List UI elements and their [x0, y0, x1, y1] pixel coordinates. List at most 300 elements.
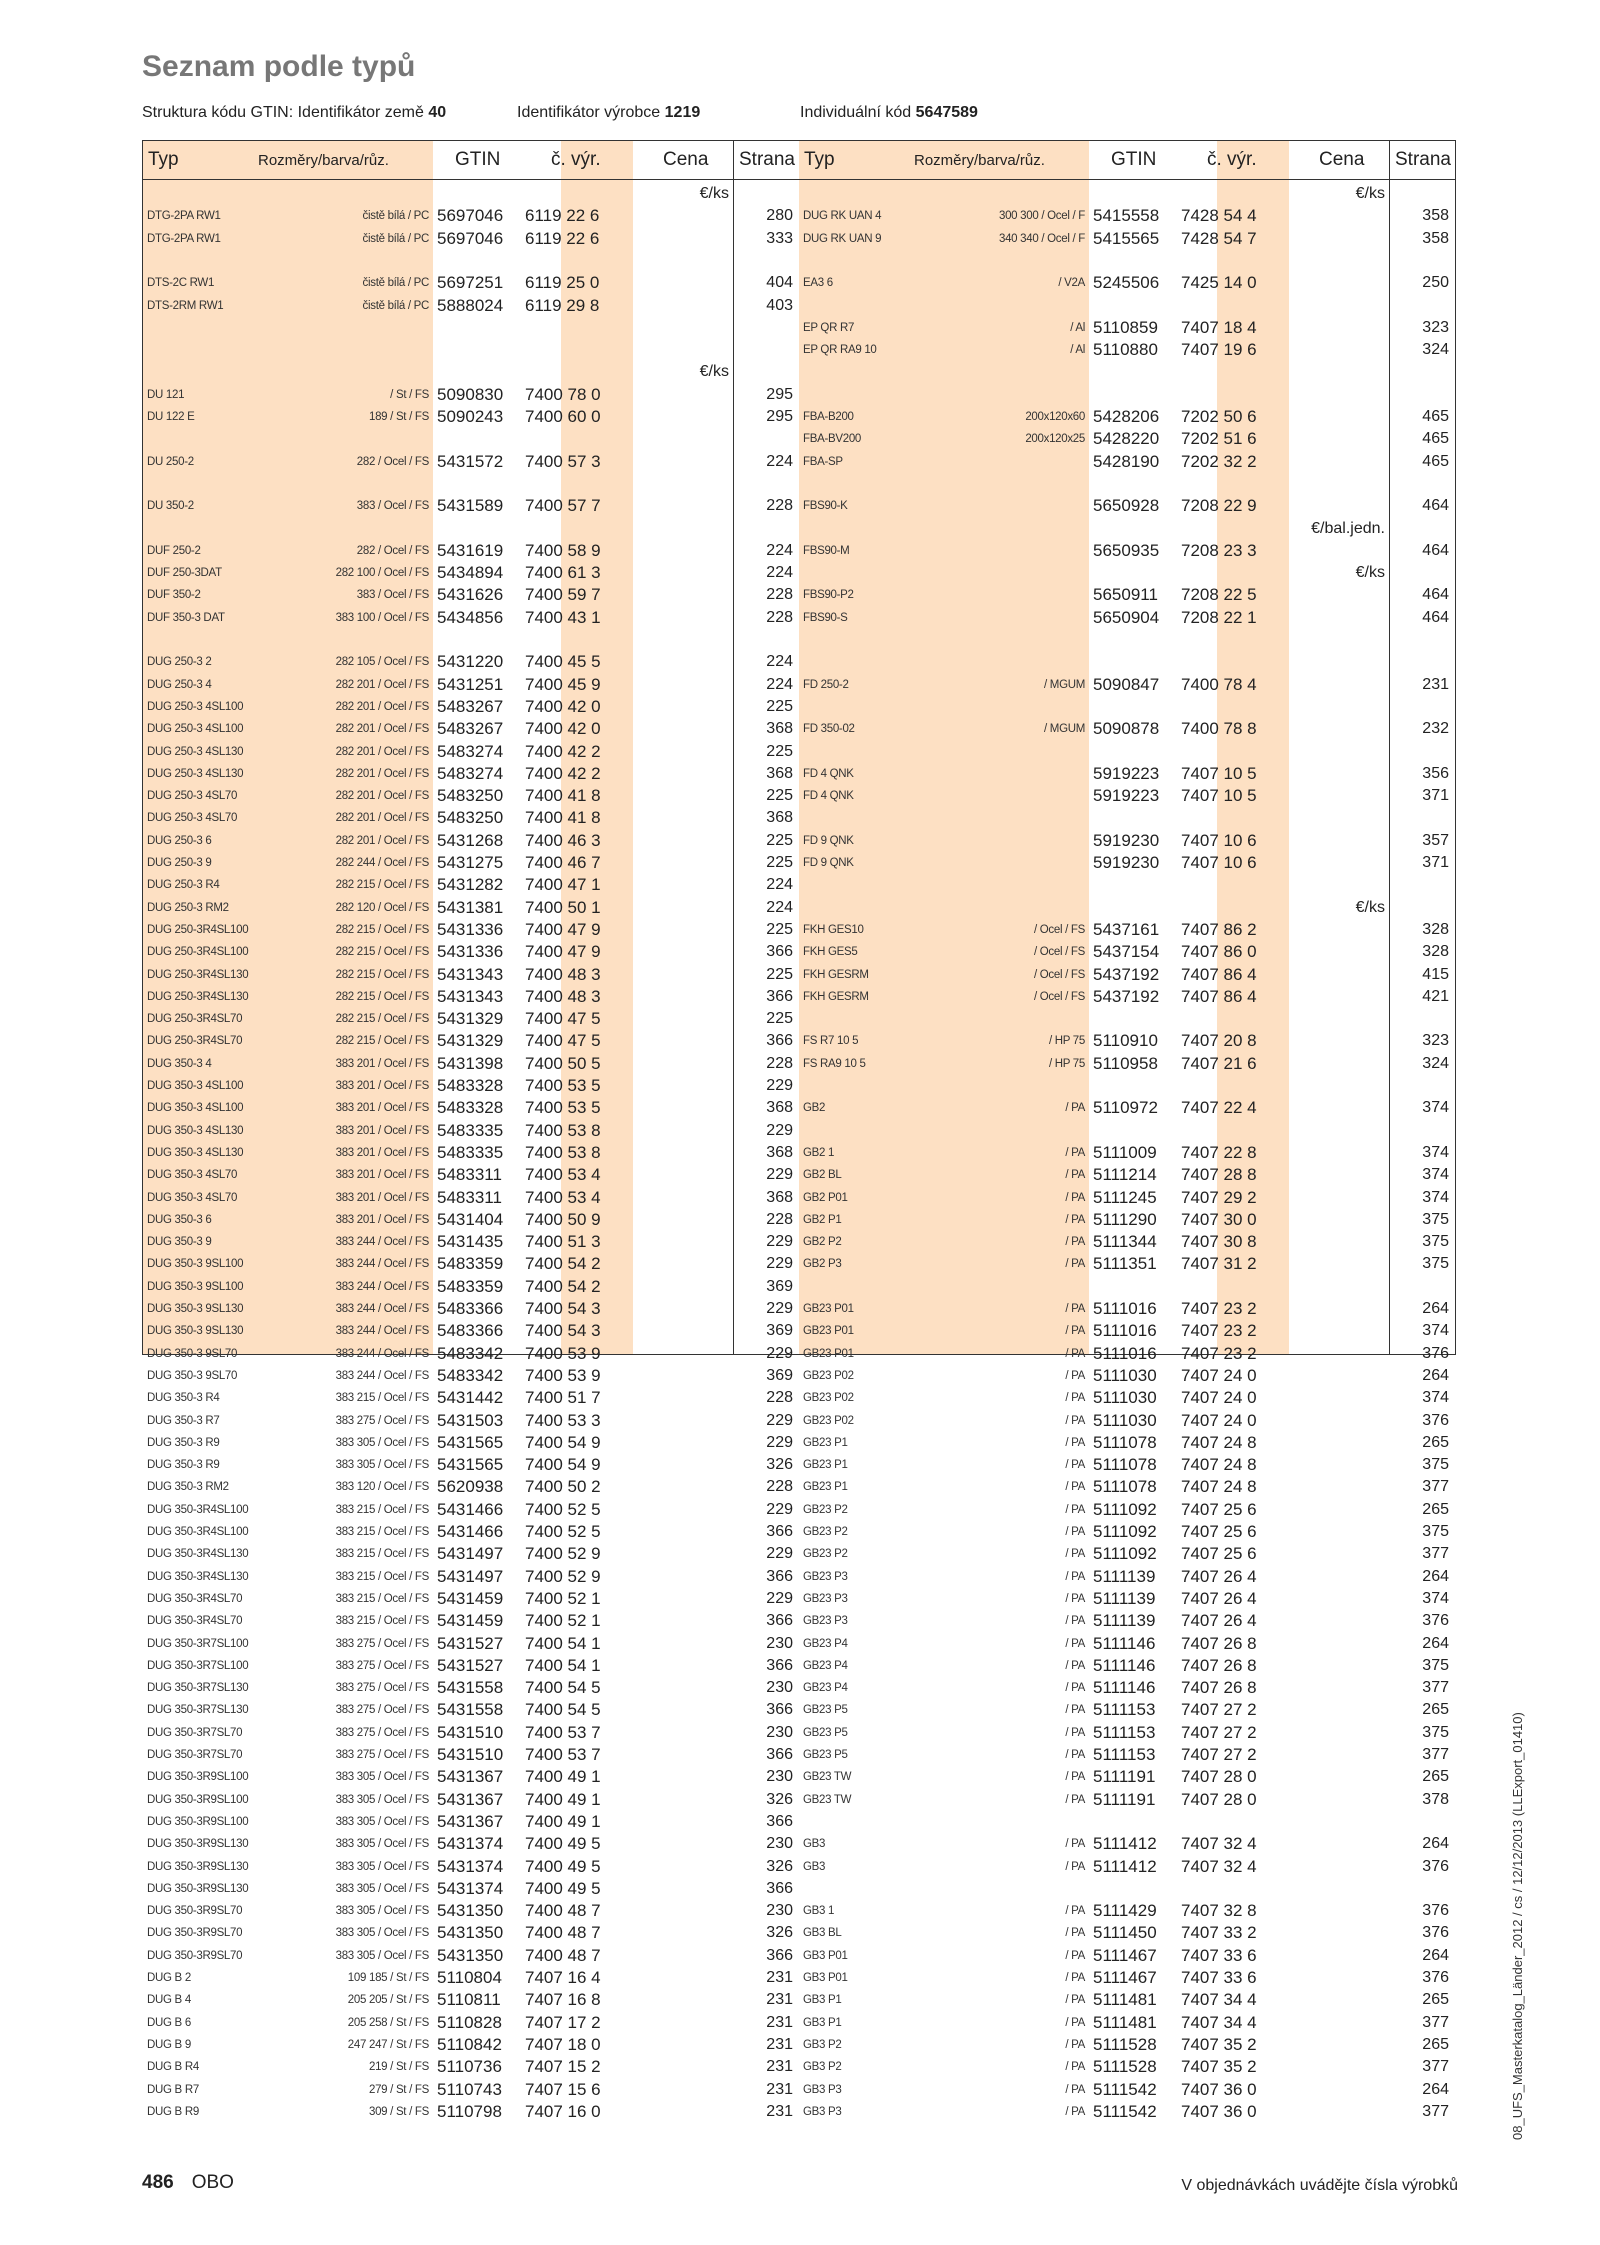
dims-cell: 383 201 / Ocel / FS — [335, 1124, 429, 1137]
page-cell: 264 — [1422, 1946, 1449, 1964]
dims-cell: / PA — [1065, 1191, 1085, 1204]
dims-cell: 383 275 / Ocel / FS — [335, 1637, 429, 1650]
gtin-cell: 5483359 — [437, 1254, 504, 1274]
type-cell: FKH GESRM — [803, 968, 869, 981]
page-cell: 229 — [766, 1166, 793, 1184]
table-row — [143, 1922, 799, 1944]
dims-cell: 383 244 / Ocel / FS — [335, 1258, 429, 1271]
page-cell: 366 — [766, 1812, 793, 1830]
gtin-cell: 5431459 — [437, 1588, 504, 1608]
article-cell: 7400 47 5 — [525, 1031, 601, 1051]
table-row — [143, 1298, 799, 1320]
table-row — [143, 763, 799, 785]
table-row — [143, 1142, 799, 1164]
article-cell: 7407 36 0 — [1181, 2101, 1257, 2121]
type-cell: DUG 350-3R9SL100 — [147, 1771, 249, 1784]
gtin-cell: 5431442 — [437, 1388, 504, 1408]
dims-cell: / PA — [1065, 2038, 1085, 2051]
table-row — [799, 1878, 1455, 1900]
article-cell: 7400 54 3 — [525, 1321, 601, 1341]
dims-cell: / PA — [1065, 1236, 1085, 1249]
type-cell: FD 350-02 — [803, 723, 855, 736]
dims-cell: 383 275 / Ocel / FS — [335, 1726, 429, 1739]
page-cell: 464 — [1422, 608, 1449, 626]
article-cell: 7400 49 5 — [525, 1856, 601, 1876]
dims-cell: / PA — [1065, 2061, 1085, 2074]
dims-cell: / PA — [1065, 2083, 1085, 2096]
page-cell: 374 — [1422, 1322, 1449, 1340]
gtin-cell: 5434894 — [437, 563, 504, 583]
type-cell: DUG 350-3R7SL70 — [147, 1726, 243, 1739]
page-cell: 230 — [766, 1902, 793, 1920]
type-cell: DUG B R7 — [147, 2083, 199, 2096]
table-row — [799, 1075, 1455, 1097]
type-cell: DUG RK UAN 9 — [803, 232, 882, 245]
gtin-cell: 5431589 — [437, 496, 504, 516]
type-cell: DUG 350-3R4SL70 — [147, 1615, 243, 1628]
dims-cell: / PA — [1065, 1793, 1085, 1806]
gtin-cell: 5415558 — [1093, 206, 1160, 226]
page-cell: 264 — [1422, 1835, 1449, 1853]
dims-cell: čistě bílá / PC — [362, 299, 429, 312]
type-cell: DUG 250-3 4SL100 — [147, 700, 244, 713]
type-cell: GB2 P1 — [803, 1213, 842, 1226]
header-page: Strana — [739, 149, 795, 170]
page-cell: 232 — [1422, 720, 1449, 738]
type-cell: DUG 350-3R9SL100 — [147, 1815, 249, 1828]
table-row — [143, 629, 799, 651]
table-row — [143, 1120, 799, 1142]
page-cell: 229 — [766, 1077, 793, 1094]
gtin-cell: 5111450 — [1093, 1923, 1157, 1943]
price-cell: €/ks — [1355, 898, 1385, 916]
article-cell: 7400 50 5 — [525, 1053, 601, 1073]
page-cell: 228 — [766, 1210, 793, 1228]
gtin-cell: 5434856 — [437, 607, 504, 627]
gtin-cell: 5431404 — [437, 1209, 504, 1229]
table-row — [143, 1833, 799, 1855]
gtin-cell: 5431565 — [437, 1432, 504, 1452]
table-row — [799, 339, 1455, 361]
article-cell: 6119 22 6 — [525, 228, 600, 248]
type-cell: DUG 350-3R7SL70 — [147, 1749, 243, 1761]
dims-cell: 282 201 / Ocel / FS — [335, 834, 429, 847]
type-cell: FS RA9 10 5 — [803, 1057, 866, 1070]
page-cell: 374 — [1422, 1166, 1449, 1184]
table-row — [799, 1566, 1455, 1588]
page-cell: 376 — [1422, 1902, 1449, 1920]
gtin-cell: 5483311 — [437, 1165, 502, 1185]
gtin-cell: 5110859 — [1093, 317, 1158, 337]
page-cell: 465 — [1422, 408, 1449, 425]
article-cell: 7400 54 3 — [525, 1299, 601, 1318]
table-row — [143, 941, 799, 963]
page-cell: 368 — [766, 1188, 793, 1206]
dims-cell: 282 215 / Ocel / FS — [335, 923, 429, 936]
page-footer-left — [142, 2172, 234, 2194]
gtin-cell: 5111290 — [1093, 1209, 1157, 1229]
dims-cell: 279 / St / FS — [368, 2083, 429, 2096]
type-cell: FBA-B200 — [803, 411, 854, 423]
page-cell: 377 — [1422, 2102, 1449, 2120]
page-cell: 229 — [766, 1233, 793, 1251]
table-row — [799, 473, 1455, 495]
page-cell: 374 — [1422, 1389, 1449, 1407]
page-cell: 225 — [766, 920, 793, 938]
type-cell: DUG 350-3R4SL130 — [147, 1570, 249, 1583]
type-cell: DUG 250-3 6 — [147, 834, 212, 847]
table-row — [799, 1588, 1455, 1610]
table-row — [143, 272, 799, 294]
gtin-cell: 5431343 — [437, 986, 504, 1006]
table-row — [143, 1811, 799, 1833]
type-cell: DUG 250-3R4SL70 — [147, 1035, 243, 1048]
page-cell: 376 — [1422, 1411, 1449, 1429]
dims-cell: / PA — [1065, 1659, 1085, 1672]
gtin-cell: 5431565 — [437, 1455, 504, 1475]
gtin-cell: 5111191 — [1093, 1767, 1156, 1787]
table-row — [143, 339, 799, 361]
table-row — [799, 1633, 1455, 1655]
page-cell: 228 — [766, 586, 793, 604]
table-row — [799, 1320, 1455, 1342]
article-cell: 7407 10 5 — [1181, 786, 1257, 806]
gtin-cell: 5650928 — [1093, 496, 1160, 516]
page-cell: 377 — [1422, 2013, 1449, 2031]
dims-cell: / PA — [1065, 1526, 1085, 1538]
gtin-cell: 5483366 — [437, 1321, 504, 1341]
gtin-cell: 5111481 — [1093, 1990, 1157, 2010]
article-cell: 7400 61 3 — [525, 563, 601, 583]
table-row — [143, 228, 799, 250]
table-row — [143, 1699, 799, 1721]
price-cell: €/ks — [699, 185, 729, 202]
gtin-cell: 5483274 — [437, 741, 504, 761]
gtin-cell: 5431329 — [437, 1009, 504, 1029]
article-cell: 7400 42 2 — [525, 763, 601, 783]
article-cell: 7208 22 5 — [1181, 585, 1257, 605]
dims-cell: 282 201 / Ocel / FS — [335, 812, 429, 825]
gtin-cell: 5431350 — [437, 1923, 504, 1943]
page-cell: 369 — [766, 1322, 793, 1340]
gtin-cell: 5110804 — [437, 1968, 502, 1987]
gtin-cell: 5111528 — [1093, 2034, 1157, 2054]
type-cell: GB23 P3 — [803, 1615, 848, 1628]
table-row — [143, 295, 799, 317]
table-row — [143, 674, 799, 696]
gtin-cell: 5111344 — [1093, 1232, 1157, 1252]
header-dims: Rozměry/barva/růz. — [258, 152, 389, 169]
article-cell: 7400 49 1 — [525, 1789, 601, 1809]
dims-cell: / PA — [1065, 1392, 1085, 1405]
page-cell: 328 — [1422, 920, 1449, 938]
type-cell: DUG 350-3 RM2 — [147, 1481, 229, 1494]
page-cell: 265 — [1422, 1500, 1449, 1518]
article-cell: 7407 26 4 — [1181, 1611, 1257, 1631]
page-cell: 366 — [766, 1523, 793, 1540]
article-cell: 7400 48 7 — [525, 1923, 601, 1943]
table-row — [143, 1097, 799, 1119]
article-cell: 7400 46 7 — [525, 853, 601, 872]
type-cell: DUG 350-3R4SL70 — [147, 1592, 243, 1605]
gtin-cell: 5483274 — [437, 763, 504, 783]
table-row — [799, 874, 1455, 896]
article-cell: 7407 24 0 — [1181, 1410, 1257, 1430]
gtin-cell: 5428220 — [1093, 429, 1160, 449]
table-row — [799, 1499, 1455, 1521]
dims-cell: 383 / Ocel / FS — [356, 500, 429, 513]
page-cell: 326 — [766, 1790, 793, 1808]
type-cell: DUG B 2 — [147, 1972, 191, 1984]
type-cell: GB3 P2 — [803, 2038, 842, 2051]
page-cell: 375 — [1422, 1723, 1449, 1741]
article-cell: 7400 49 1 — [525, 1767, 601, 1787]
dims-cell: / PA — [1065, 1860, 1085, 1873]
page-cell: 229 — [766, 1255, 793, 1273]
dims-cell: 282 201 / Ocel / FS — [335, 700, 429, 713]
page-cell: 376 — [1422, 1612, 1449, 1630]
table-row — [143, 785, 799, 807]
dims-cell: / PA — [1065, 1303, 1085, 1315]
type-cell: DUG 350-3R7SL130 — [147, 1704, 249, 1717]
gtin-cell: 5431374 — [437, 1856, 504, 1876]
page-cell: 230 — [766, 1679, 793, 1697]
dims-cell: 205 258 / St / FS — [347, 2016, 429, 2029]
gtin-cell: 5111030 — [1093, 1365, 1157, 1385]
type-cell: DUG 250-3 4SL100 — [147, 723, 244, 736]
table-row — [799, 1008, 1455, 1030]
page-cell: 465 — [1422, 430, 1449, 448]
type-cell: DUG B 9 — [147, 2038, 191, 2051]
article-cell: 7407 28 0 — [1181, 1789, 1257, 1809]
table-row — [143, 361, 799, 383]
dims-cell: 383 305 / Ocel / FS — [335, 1882, 429, 1895]
article-cell: 7407 86 4 — [1181, 986, 1257, 1006]
page-cell: 377 — [1422, 1545, 1449, 1563]
gtin-cell: 5110958 — [1093, 1053, 1158, 1073]
page-cell: 358 — [1422, 229, 1449, 247]
table-row — [799, 1053, 1455, 1075]
table-row — [799, 1833, 1455, 1855]
gtin-cell: 5431374 — [437, 1878, 504, 1898]
article-cell: 7407 86 2 — [1181, 919, 1257, 939]
type-cell: DUG 350-3 9SL100 — [147, 1280, 244, 1293]
type-cell: GB3 P3 — [803, 2083, 842, 2096]
table-header — [799, 141, 1455, 180]
type-cell: GB23 P4 — [803, 1659, 848, 1672]
article-cell: 7400 45 5 — [525, 652, 601, 672]
article-cell: 7407 22 4 — [1181, 1098, 1257, 1118]
type-cell: DUG 350-3R9SL130 — [147, 1882, 249, 1895]
gtin-cell: 5110910 — [1093, 1031, 1158, 1051]
dims-cell: / PA — [1065, 2016, 1085, 2029]
gtin-cell: 5111016 — [1093, 1321, 1157, 1341]
type-cell: FD 4 QNK — [803, 790, 854, 803]
table-row — [799, 1744, 1455, 1766]
article-cell: 7400 52 5 — [525, 1499, 601, 1519]
table-row — [143, 1789, 799, 1811]
table-row — [143, 2101, 799, 2123]
article-cell: 7407 86 0 — [1181, 942, 1257, 962]
type-cell: DU 250-2 — [147, 455, 194, 468]
gtin-cell: 5111092 — [1093, 1544, 1157, 1564]
table-row — [799, 629, 1455, 651]
article-cell: 7407 86 4 — [1181, 964, 1257, 984]
dims-cell: 383 244 / Ocel / FS — [335, 1303, 429, 1315]
article-cell: 7407 15 6 — [525, 2079, 601, 2099]
gtin-cell: 5431329 — [437, 1031, 504, 1051]
article-cell: 7400 45 9 — [525, 674, 601, 694]
table-row — [799, 540, 1455, 562]
page-cell: 250 — [1422, 274, 1449, 292]
article-cell: 7400 54 1 — [525, 1655, 601, 1675]
page-cell: 324 — [1422, 1054, 1449, 1072]
gtin-cell: 5919223 — [1093, 763, 1160, 783]
page-cell: 229 — [766, 1344, 793, 1362]
article-cell: 7400 49 1 — [525, 1811, 601, 1831]
type-cell: GB23 P2 — [803, 1503, 848, 1516]
table-row — [143, 2056, 799, 2078]
page-cell: 366 — [766, 1746, 793, 1763]
type-cell: DUG 350-3 9SL100 — [147, 1258, 244, 1271]
type-cell: DUG 250-3R4SL130 — [147, 968, 249, 981]
table-row — [799, 1476, 1455, 1498]
page-cell: 231 — [766, 2080, 793, 2098]
gtin-cell: 5111078 — [1093, 1455, 1157, 1475]
article-cell: 7400 50 1 — [525, 897, 601, 917]
gtin-cell: 5888024 — [437, 295, 504, 315]
type-cell: DUG 350-3 6 — [147, 1213, 212, 1226]
gtin-cell: 5919223 — [1093, 786, 1160, 806]
gtin-cell: 5483366 — [437, 1299, 504, 1318]
page-cell: 224 — [766, 452, 793, 470]
type-cell: DTS-2C RW1 — [147, 277, 215, 290]
type-cell: GB23 P1 — [803, 1481, 848, 1494]
article-cell: 7400 47 9 — [525, 942, 601, 962]
gtin-cell: 5111214 — [1093, 1165, 1157, 1185]
gtin-cell: 5431268 — [437, 830, 504, 850]
dims-cell: / PA — [1065, 1838, 1085, 1851]
dims-cell: 383 201 / Ocel / FS — [335, 1213, 429, 1226]
table-row — [143, 473, 799, 495]
table-row — [143, 1164, 799, 1186]
dims-cell: / PA — [1065, 1905, 1085, 1918]
page-cell: 366 — [766, 1567, 793, 1585]
gtin-cell: 5111139 — [1093, 1611, 1156, 1631]
dims-cell: 383 / Ocel / FS — [356, 589, 429, 602]
article-cell: 7400 49 5 — [525, 1834, 601, 1854]
gtin-cell: 5111092 — [1093, 1499, 1157, 1519]
page-cell: 366 — [766, 1612, 793, 1630]
dims-cell: / V2A — [1058, 277, 1085, 290]
type-cell: GB23 P01 — [803, 1325, 854, 1338]
gtin-cell: 5110811 — [437, 1990, 501, 2010]
table-row — [143, 1878, 799, 1900]
table-row — [143, 1722, 799, 1744]
article-cell: 7400 53 5 — [525, 1098, 601, 1118]
gtin-cell: 5483335 — [437, 1120, 504, 1140]
gtin-cell: 5110842 — [437, 2034, 502, 2054]
gtin-cell: 5437161 — [1093, 919, 1160, 939]
article-cell: 7407 16 0 — [525, 2101, 601, 2121]
article-cell: 7407 25 6 — [1181, 1499, 1257, 1519]
gtin-cell: 5110736 — [437, 2057, 502, 2077]
article-cell: 7400 51 7 — [525, 1388, 601, 1408]
table-row — [799, 406, 1455, 428]
dims-cell: / Ocel / FS — [1033, 968, 1085, 981]
article-cell: 6119 25 0 — [525, 273, 600, 293]
table-row — [143, 1008, 799, 1030]
type-cell: DUG 350-3R9SL130 — [147, 1860, 249, 1873]
dims-cell: 383 201 / Ocel / FS — [335, 1057, 429, 1070]
type-cell: DUG 250-3 4SL130 — [147, 745, 244, 758]
header-article: č. výr. — [1207, 149, 1257, 170]
page-cell: 375 — [1422, 1233, 1449, 1251]
gtin-cell: 5431558 — [437, 1678, 504, 1698]
dims-cell: / PA — [1065, 1615, 1085, 1628]
page-cell: 231 — [1422, 675, 1449, 693]
header-price: Cena — [663, 149, 709, 170]
gtin-cell: 5111153 — [1093, 1745, 1156, 1764]
table-row — [799, 495, 1455, 517]
type-cell: DTG-2PA RW1 — [147, 210, 221, 223]
table-row — [143, 584, 799, 606]
article-cell: 7407 30 8 — [1181, 1232, 1257, 1252]
article-cell: 7400 54 2 — [525, 1254, 601, 1274]
header-price: Cena — [1319, 149, 1365, 170]
article-cell: 7400 52 1 — [525, 1588, 601, 1608]
table-row — [143, 1410, 799, 1432]
gtin-cell: 5483342 — [437, 1343, 504, 1363]
type-cell: DUF 350-3 DAT — [147, 611, 225, 624]
gtin-cell: 5111412 — [1093, 1856, 1157, 1876]
table-row — [799, 1699, 1455, 1721]
gtin-cell: 5483267 — [437, 719, 504, 739]
page-cell: 358 — [1422, 207, 1449, 225]
table-row — [799, 272, 1455, 294]
gtin-cell: 5111351 — [1093, 1254, 1157, 1274]
dims-cell: 383 215 / Ocel / FS — [335, 1526, 429, 1538]
table-row — [143, 1343, 799, 1365]
article-cell: 7400 53 7 — [525, 1722, 601, 1742]
gtin-cell: 5431350 — [437, 1945, 504, 1965]
gtin-cell: 5415565 — [1093, 228, 1160, 248]
type-cell: GB23 P5 — [803, 1704, 848, 1717]
gtin-cell: 5483342 — [437, 1365, 504, 1385]
page-cell: 378 — [1422, 1790, 1449, 1808]
gtin-cell: 5431282 — [437, 875, 504, 895]
header-gtin: GTIN — [455, 149, 501, 170]
table-row — [799, 1677, 1455, 1699]
table-row — [143, 986, 799, 1008]
gtin-cell: 5431527 — [437, 1633, 504, 1653]
gtin-cell: 5437192 — [1093, 964, 1160, 984]
gtin-cell: 5431497 — [437, 1544, 504, 1564]
article-cell: 7208 22 9 — [1181, 496, 1257, 516]
page-cell: 464 — [1422, 586, 1449, 604]
gtin-cell: 5111009 — [1093, 1142, 1157, 1162]
table-row — [799, 1030, 1455, 1052]
gtin-cell: 5090830 — [437, 384, 504, 404]
page-cell: 229 — [766, 1500, 793, 1518]
gtin-cell: 5431251 — [437, 674, 504, 694]
gtin-cell: 5090847 — [1093, 674, 1160, 694]
page-cell: 228 — [766, 608, 793, 626]
table-row — [799, 1967, 1455, 1989]
table-row — [799, 852, 1455, 874]
table-row — [799, 1209, 1455, 1231]
header-page: Strana — [1395, 149, 1451, 170]
